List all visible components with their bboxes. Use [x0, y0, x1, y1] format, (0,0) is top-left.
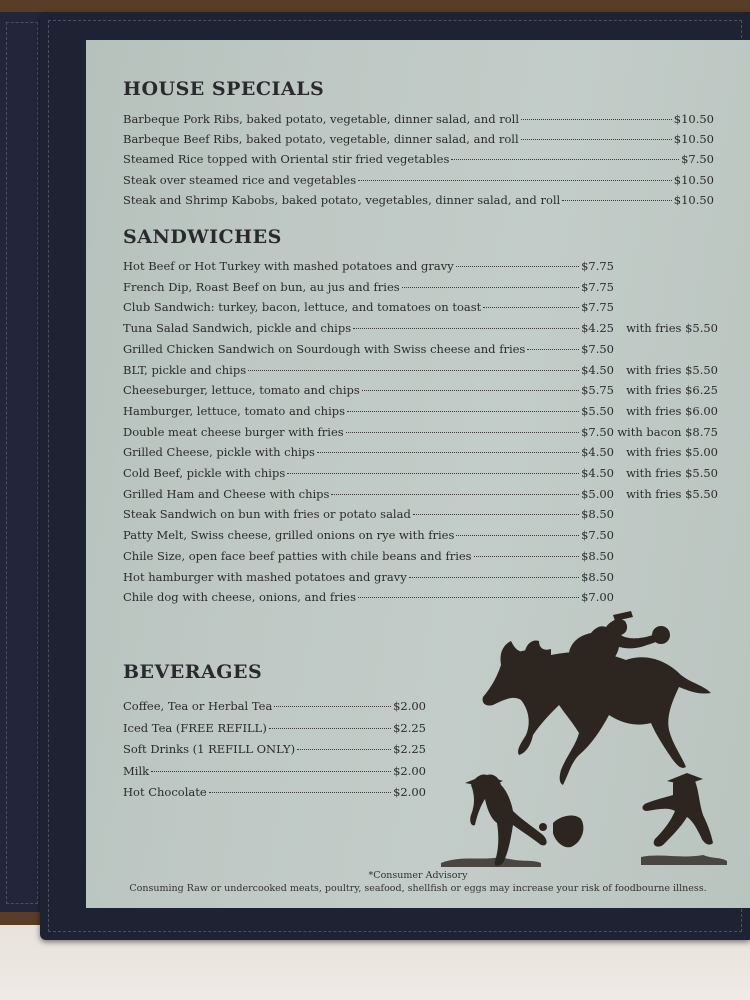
menu-item-price: $2.00 — [393, 699, 426, 713]
menu-item-name: Club Sandwich: turkey, bacon, lettuce, and tomatoes on toast — [123, 300, 482, 315]
dot-leader — [474, 556, 579, 557]
menu-item-name: Barbeque Pork Ribs, baked potato, vegetable, dinner salad, and roll — [123, 112, 519, 126]
menu-item-price: $5.75 — [581, 383, 614, 398]
cowboy-left-icon — [470, 774, 546, 865]
menu-item — [123, 382, 614, 398]
menu-item-price: $4.25 — [581, 321, 614, 336]
dot-leader — [287, 473, 579, 474]
menu-item-price: $5.50 — [581, 403, 614, 418]
menu-item-name: Hot Chocolate — [123, 785, 207, 799]
beverages-title: BEVERAGES — [123, 661, 263, 683]
dot-leader — [346, 432, 579, 433]
dot-leader — [362, 390, 579, 391]
menu-item — [123, 362, 614, 378]
dot-leader — [527, 349, 579, 350]
dot-leader — [274, 706, 391, 707]
dot-leader — [409, 577, 579, 578]
dot-leader — [402, 287, 579, 288]
menu-item-extra-option: with fries $5.50 — [626, 466, 718, 480]
menu-item — [123, 172, 714, 188]
menu-item — [123, 569, 614, 585]
dot-leader — [483, 307, 579, 308]
menu-item — [123, 403, 614, 419]
menu-item-price: $7.00 — [581, 590, 614, 605]
menu-item-price: $8.50 — [581, 507, 614, 522]
menu-item — [123, 589, 614, 605]
dot-leader — [347, 411, 579, 412]
menu-item-name: Iced Tea (FREE REFILL) — [123, 720, 267, 735]
menu-item-name: Steamed Rice topped with Oriental stir fried vegetables — [123, 152, 450, 167]
menu-item-price: $10.50 — [673, 192, 714, 207]
menu-item-extra-option: with fries $5.00 — [626, 445, 718, 460]
dot-leader — [562, 200, 672, 201]
sandwiches-title: SANDWICHES — [123, 226, 282, 248]
menu-item-name: Hamburger, lettuce, tomato and chips — [123, 403, 346, 418]
menu-item-name: BLT, pickle and chips — [123, 362, 247, 377]
menu-item-name: Double meat cheese burger with fries — [123, 424, 344, 439]
menu-item — [123, 151, 714, 167]
menu-item-price: $10.50 — [673, 172, 714, 187]
menu-item — [123, 465, 614, 481]
menu-item-extra-option: with bacon $8.75 — [617, 424, 718, 439]
menu-item-price: $10.50 — [673, 132, 714, 147]
menu-item-price: $4.50 — [581, 445, 614, 460]
menu-item-name: Cheeseburger, lettuce, tomato and chips — [123, 383, 360, 398]
dot-leader — [317, 452, 579, 453]
menu-item-name: Coffee, Tea or Herbal Tea — [123, 699, 273, 713]
menu-item-price: $10.50 — [673, 112, 714, 126]
cowboy-right-icon — [643, 777, 714, 847]
dot-leader — [353, 328, 579, 329]
menu-item-extra-option: with fries $5.50 — [626, 362, 718, 377]
menu-item-price: $4.50 — [581, 362, 614, 377]
menu-item-name: Chile Size, open face beef patties with chile beans and fries — [123, 548, 472, 563]
menu-item-name: Steak over steamed rice and vegetables — [123, 172, 357, 187]
menu-item-name: Milk — [123, 763, 150, 778]
menu-item-extra-option: with fries $5.50 — [626, 486, 718, 501]
menu-item-price: $8.50 — [581, 569, 614, 584]
dot-leader — [456, 266, 579, 267]
menu-item — [123, 698, 426, 714]
dot-leader — [297, 749, 391, 750]
menu-item — [123, 763, 426, 779]
menu-item — [123, 111, 714, 127]
menu-item-name: French Dip, Roast Beef on bun, au jus and fries — [123, 279, 400, 294]
dot-leader — [413, 514, 579, 515]
menu-item-price: $2.25 — [393, 720, 426, 735]
house-specials-title: HOUSE SPECIALS — [123, 78, 325, 100]
dot-leader — [151, 771, 391, 772]
menu-item-name: Hot hamburger with mashed potatoes and gravy — [123, 569, 407, 584]
menu-item-price: $7.75 — [581, 259, 614, 273]
consumer-advisory-heading: *Consumer Advisory — [368, 870, 468, 881]
menu-item — [123, 258, 614, 274]
dot-leader — [358, 597, 579, 598]
dot-leader — [331, 494, 579, 495]
menu-item-price: $7.75 — [581, 279, 614, 294]
bucking-horse-icon — [483, 650, 711, 785]
menu-item-price: $2.00 — [393, 763, 426, 778]
menu-item-name: Patty Melt, Swiss cheese, grilled onions on rye with fries — [123, 528, 455, 543]
menu-item-name: Barbeque Beef Ribs, baked potato, vegetable, dinner salad, and roll — [123, 132, 519, 147]
menu-item-extra-option: with fries $6.25 — [626, 383, 718, 398]
dot-leader — [521, 119, 672, 120]
menu-item-price: $5.00 — [581, 486, 614, 501]
menu-item-price: $4.50 — [581, 466, 614, 480]
menu-item — [123, 131, 714, 147]
menu-item — [123, 741, 426, 757]
menu-item-name: Steak Sandwich on bun with fries or potato salad — [123, 507, 411, 522]
menu-page — [86, 40, 750, 908]
dot-leader — [269, 728, 391, 729]
dot-leader — [451, 159, 679, 160]
menu-item-price: $8.50 — [581, 548, 614, 563]
menu-item-name: Steak and Shrimp Kabobs, baked potato, vegetables, dinner salad, and roll — [123, 192, 561, 207]
menu-item — [123, 486, 614, 502]
menu-item-price: $7.50 — [581, 424, 614, 439]
menu-item-name: Tuna Salad Sandwich, pickle and chips — [123, 321, 352, 336]
menu-item — [123, 527, 614, 543]
menu-item-extra-option: with fries $6.00 — [626, 403, 718, 418]
menu-item — [123, 299, 614, 315]
menu-item — [123, 720, 426, 736]
menu-item — [123, 341, 614, 357]
menu-item — [123, 320, 614, 336]
menu-item-name: Hot Beef or Hot Turkey with mashed potatoes and gravy — [123, 259, 454, 273]
menu-item-price: $7.75 — [581, 300, 614, 315]
menu-item-price: $7.50 — [581, 528, 614, 543]
dot-leader — [358, 180, 672, 181]
consumer-advisory-text: Consuming Raw or undercooked meats, poultry, seafood, shellfish or eggs may increase your risk of foodbourne illness. — [129, 883, 707, 894]
menu-item-price: $2.25 — [393, 742, 426, 756]
menu-item-extra-option: with fries $5.50 — [626, 321, 718, 336]
menu-item — [123, 192, 714, 208]
menu-item-name: Grilled Chicken Sandwich on Sourdough with Swiss cheese and fries — [123, 341, 526, 356]
menu-item-name: Grilled Cheese, pickle with chips — [123, 445, 315, 460]
menu-item-name: Soft Drinks (1 REFILL ONLY) — [123, 742, 296, 756]
dot-leader — [521, 139, 672, 140]
menu-item-name: Chile dog with cheese, onions, and fries — [123, 590, 356, 605]
menu-item-price: $2.00 — [393, 785, 426, 799]
dot-leader — [456, 535, 579, 536]
menu-item-name: Grilled Ham and Cheese with chips — [123, 486, 330, 501]
dot-leader — [209, 792, 391, 793]
menu-item — [123, 506, 614, 522]
menu-item — [123, 784, 426, 800]
menu-item-price: $7.50 — [681, 152, 714, 167]
menu-item — [123, 444, 614, 460]
menu-item — [123, 424, 614, 440]
menu-item — [123, 548, 614, 564]
rodeo-illustration — [441, 605, 731, 870]
menu-item — [123, 279, 614, 295]
menu-item-price: $7.50 — [581, 341, 614, 356]
dot-leader — [248, 370, 579, 371]
menu-item-name: Cold Beef, pickle with chips — [123, 466, 286, 480]
